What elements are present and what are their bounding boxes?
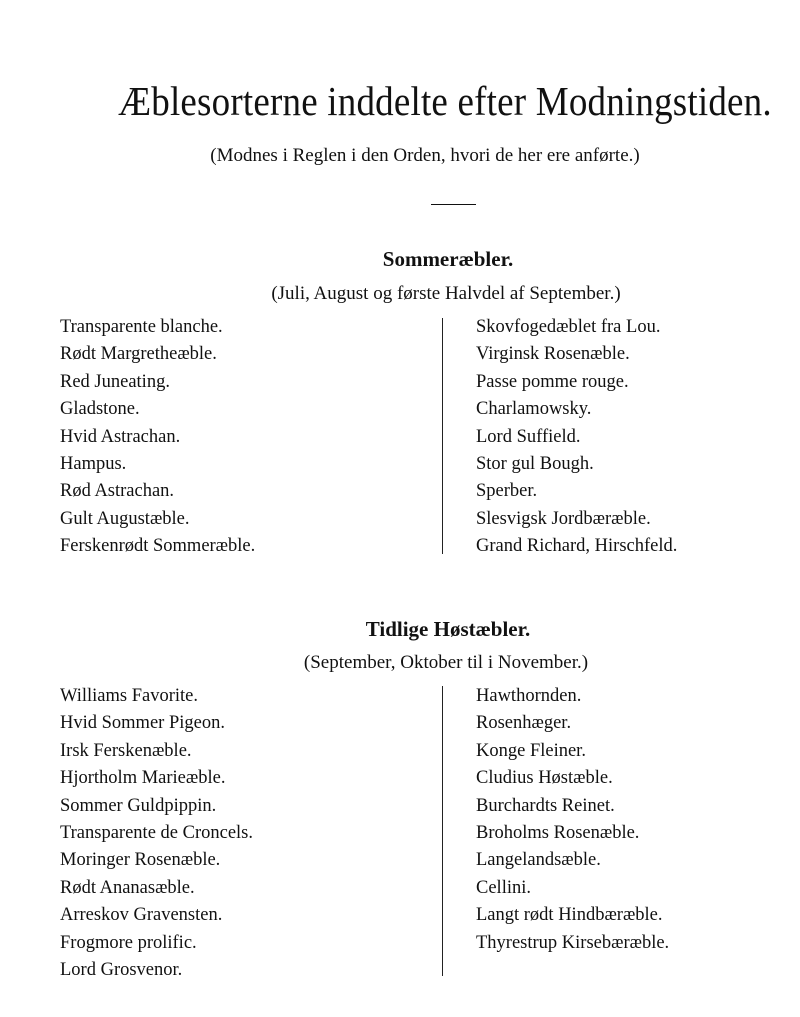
variety-list-right	[476, 314, 677, 561]
variety-list-left	[60, 683, 253, 984]
list-item: Konge Fleiner.	[476, 740, 586, 761]
list-item: Williams Favorite.	[60, 686, 198, 706]
list-item: Passe pomme rouge.	[476, 371, 629, 392]
list-item: Moringer Rosenæble.	[60, 850, 221, 871]
list-item: Skovfogedæblet fra Lou.	[476, 317, 661, 337]
list-item: Cludius Høstæble.	[476, 768, 613, 789]
page-subtitle: (Modnes i Reglen i den Orden, hvori de her ere anførte.)	[210, 145, 640, 166]
list-item: Transparente blanche.	[60, 317, 223, 337]
list-item: Gult Augustæble.	[60, 508, 190, 529]
section-period-sommeraebler: (Juli, August og første Halvdel af September.)	[271, 283, 621, 304]
list-item: Rødt Margretheæble.	[60, 344, 217, 365]
list-item: Ferskenrødt Sommeræble.	[60, 536, 256, 557]
section-heading-sommeraebler: Sommeræbler.	[382, 247, 514, 271]
list-item: Thyrestrup Kirsebæræble.	[476, 932, 670, 953]
list-item: Hawthornden.	[476, 686, 582, 706]
list-item: Red Juneating.	[60, 371, 170, 392]
list-item: Arreskov Gravensten.	[60, 905, 223, 926]
list-item: Rødt Ananasæble.	[60, 877, 195, 898]
section-heading-tidlige-hostaebler: Tidlige Høstæbler.	[365, 617, 531, 641]
list-item: Virginsk Rosenæble.	[476, 344, 630, 365]
list-item: Lord Grosvenor.	[60, 960, 183, 981]
title-divider-rule	[431, 204, 476, 205]
variety-list-left	[60, 314, 255, 561]
list-item: Hjortholm Marieæble.	[60, 768, 226, 789]
list-item: Burchardts Reinet.	[476, 795, 615, 816]
list-item: Hvid Sommer Pigeon.	[60, 713, 225, 734]
page-title: Æblesorterne inddelte efter Modningstiden.	[118, 79, 772, 126]
list-item: Irsk Ferskenæble.	[60, 740, 192, 761]
list-item: Charlamowsky.	[476, 399, 592, 420]
list-item: Lord Suffield.	[476, 426, 581, 447]
list-item: Broholms Rosenæble.	[476, 823, 640, 844]
list-item: Sommer Guldpippin.	[60, 795, 217, 816]
list-item: Gladstone.	[60, 399, 140, 420]
list-item: Frogmore prolific.	[60, 932, 197, 953]
list-item: Hvid Astrachan.	[60, 426, 181, 447]
list-item: Langelandsæble.	[476, 850, 601, 871]
list-item: Slesvigsk Jordbæræble.	[476, 508, 651, 529]
list-item: Langt rødt Hindbæræble.	[476, 905, 663, 926]
list-item: Rosenhæger.	[476, 713, 572, 734]
list-item: Grand Richard, Hirschfeld.	[476, 536, 678, 557]
list-item: Rød Astrachan.	[60, 481, 175, 502]
column-divider	[442, 686, 443, 976]
column-divider	[442, 318, 443, 554]
list-item: Stor gul Bough.	[476, 454, 594, 475]
list-item: Transparente de Croncels.	[60, 823, 254, 844]
list-item: Hampus.	[60, 454, 127, 475]
list-item: Cellini.	[476, 877, 531, 898]
list-item: Sperber.	[476, 481, 538, 502]
variety-list-right	[476, 683, 669, 957]
section-period-tidlige-hostaebler: (September, Oktober til i November.)	[303, 652, 589, 673]
